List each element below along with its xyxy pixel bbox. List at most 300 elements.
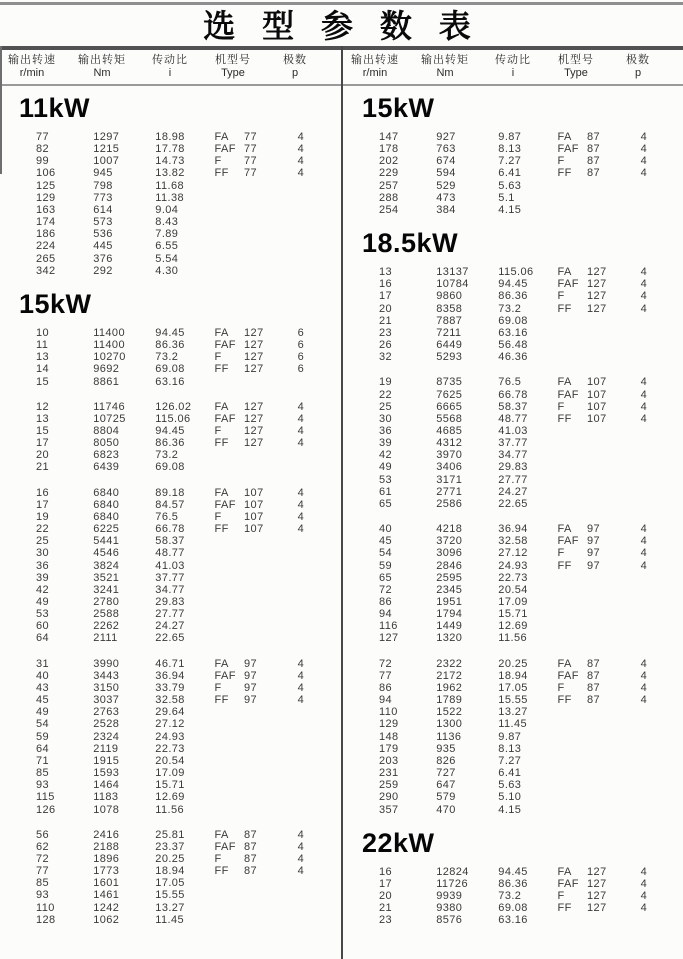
- cell-model-name: FA: [557, 865, 572, 878]
- section-title-11kW: 11kW: [19, 93, 91, 123]
- cell-model-name: F: [557, 290, 565, 303]
- cell-poles: [272, 902, 341, 914]
- cell-model-name: [557, 706, 587, 718]
- cell-speed: 65: [379, 497, 393, 510]
- cell-torque: 3171: [436, 473, 463, 486]
- cell-model-name: [557, 180, 587, 192]
- cell-poles: 4: [640, 559, 648, 572]
- cell-model-name: FA: [214, 657, 229, 670]
- cell-model-size: [587, 474, 615, 486]
- cell-speed: 16: [36, 486, 50, 499]
- cell-torque: 473: [436, 191, 456, 204]
- cell-torque: 1215: [93, 143, 120, 156]
- cell-ratio: 66.78: [498, 388, 528, 401]
- cell-ratio: 86.36: [155, 339, 185, 352]
- cell-model-size: [587, 596, 615, 608]
- cell-speed: 99: [36, 155, 50, 168]
- col-header-ratio: [140, 54, 200, 80]
- data-block: [36, 658, 341, 816]
- cell-torque: 674: [436, 155, 456, 168]
- table-row: [36, 596, 341, 608]
- cell-ratio: 41.03: [155, 559, 185, 572]
- table-row: [36, 670, 341, 682]
- cell-model-size: [244, 779, 272, 791]
- cell-model-size: 97: [244, 694, 258, 707]
- cell-model-name: [214, 449, 244, 461]
- cell-model-size: [244, 767, 272, 779]
- table-row: [36, 731, 341, 743]
- data-block: [379, 266, 683, 363]
- cell-model-size: 107: [244, 523, 264, 536]
- table-row: [36, 804, 341, 816]
- cell-model-name: [557, 315, 587, 327]
- cell-poles: [615, 315, 683, 327]
- cell-torque: 1297: [93, 131, 120, 143]
- cell-speed: 65: [379, 571, 393, 584]
- cell-speed: 22: [379, 388, 393, 401]
- table-row: [36, 449, 341, 461]
- cell-torque: 12824: [436, 865, 469, 878]
- table-row: [36, 706, 341, 718]
- data-block: [379, 376, 683, 510]
- cell-poles: [272, 560, 341, 572]
- data-block: [36, 131, 341, 277]
- table-row: [379, 131, 683, 143]
- cell-model-size: [244, 877, 272, 889]
- cell-speed: 40: [379, 523, 393, 536]
- table-row: [36, 914, 341, 926]
- data-block: [379, 131, 683, 216]
- cell-torque: 927: [436, 131, 456, 143]
- cell-model-size: [587, 461, 615, 473]
- table-row: [379, 523, 683, 535]
- cell-ratio: 20.54: [498, 583, 528, 596]
- cell-speed: 53: [36, 608, 50, 621]
- table-row: [379, 278, 683, 290]
- cell-model-size: [244, 204, 272, 216]
- data-block: [36, 327, 341, 388]
- cell-poles: 4: [640, 155, 648, 168]
- cell-torque: 6225: [93, 523, 120, 536]
- table-row: [36, 865, 341, 877]
- cell-poles: [272, 731, 341, 743]
- cell-speed: 15: [36, 424, 50, 437]
- table-row: [36, 351, 341, 363]
- cell-model-name: [214, 902, 244, 914]
- cell-poles: [615, 486, 683, 498]
- cell-model-name: [557, 437, 587, 449]
- table-row: [36, 363, 341, 375]
- cell-poles: 4: [640, 131, 648, 143]
- cell-torque: 529: [436, 179, 456, 192]
- cell-model-size: [587, 351, 615, 363]
- cell-poles: [272, 228, 341, 240]
- cell-speed: 179: [379, 742, 399, 755]
- table-row: [379, 339, 683, 351]
- cell-model-size: 107: [587, 400, 607, 413]
- header-label-unit: Nm: [436, 67, 454, 79]
- cell-ratio: 24.27: [498, 485, 528, 498]
- cell-speed: 259: [379, 779, 399, 792]
- cell-ratio: 73.2: [155, 351, 179, 364]
- table-row: [36, 511, 341, 523]
- cell-model-name: [557, 449, 587, 461]
- cell-torque: 773: [93, 191, 113, 204]
- table-row: [379, 376, 683, 388]
- cell-model-name: [214, 706, 244, 718]
- table-row: [36, 155, 341, 167]
- cell-poles: [272, 620, 341, 632]
- cell-model-name: [557, 767, 587, 779]
- header-label-zh: 机型号: [558, 54, 594, 66]
- table-row: [36, 240, 341, 252]
- cell-ratio: 4.30: [155, 264, 179, 277]
- cell-model-name: FA: [557, 657, 572, 670]
- cell-model-name: FAF: [214, 339, 236, 352]
- cell-torque: 4685: [436, 424, 463, 437]
- header-label-unit: r/min: [362, 67, 388, 79]
- header-label-zh: 传动比: [495, 54, 531, 66]
- cell-model-name: [214, 584, 244, 596]
- cell-model-name: [557, 596, 587, 608]
- cell-model-name: FAF: [214, 143, 236, 156]
- cell-model-size: [244, 192, 272, 204]
- cell-torque: 3521: [93, 571, 120, 584]
- cell-torque: 2188: [93, 840, 120, 853]
- cell-ratio: 24.93: [498, 559, 528, 572]
- cell-torque: 1601: [93, 877, 120, 890]
- table-row: [379, 572, 683, 584]
- cell-model-name: [557, 755, 587, 767]
- cell-torque: 1300: [436, 718, 463, 731]
- cell-model-name: FF: [214, 437, 229, 450]
- cell-poles: [272, 779, 341, 791]
- cell-model-size: [244, 889, 272, 901]
- cell-model-name: [557, 192, 587, 204]
- cell-model-size: [244, 216, 272, 228]
- cell-poles: [272, 706, 341, 718]
- table-row: [36, 204, 341, 216]
- cell-poles: [615, 767, 683, 779]
- cell-poles: 4: [640, 865, 648, 878]
- cell-model-size: [244, 743, 272, 755]
- cell-ratio: 27.77: [498, 473, 528, 486]
- table-row: [379, 315, 683, 327]
- cell-model-name: F: [214, 852, 222, 865]
- cell-poles: 4: [640, 388, 648, 401]
- cell-speed: 17: [36, 437, 50, 450]
- cell-ratio: 36.94: [155, 669, 185, 682]
- cell-speed: 21: [36, 461, 50, 474]
- cell-speed: 71: [36, 754, 50, 767]
- cell-speed: 64: [36, 742, 50, 755]
- cell-poles: [272, 449, 341, 461]
- cell-ratio: 14.73: [155, 155, 185, 168]
- cell-model-name: F: [214, 424, 222, 437]
- cell-speed: 72: [379, 657, 393, 670]
- cell-speed: 129: [379, 718, 399, 731]
- cell-poles: 4: [297, 681, 305, 694]
- cell-model-size: [244, 535, 272, 547]
- cell-poles: [272, 914, 341, 926]
- cell-model-name: FF: [557, 167, 572, 180]
- table-row: [36, 401, 341, 413]
- cell-model-name: [214, 192, 244, 204]
- cell-torque: 1773: [93, 865, 120, 878]
- cell-ratio: 63.16: [498, 914, 528, 927]
- data-block: [36, 401, 341, 474]
- cell-speed: 203: [379, 754, 399, 767]
- cell-model-name: FAF: [557, 877, 579, 890]
- cell-ratio: 22.73: [155, 742, 185, 755]
- cell-model-name: FA: [214, 486, 229, 499]
- cell-poles: 4: [640, 278, 648, 291]
- cell-speed: 125: [36, 179, 56, 192]
- cell-poles: 4: [297, 498, 305, 511]
- cell-speed: 59: [36, 730, 50, 743]
- cell-speed: 15: [36, 375, 50, 388]
- cell-poles: [272, 240, 341, 252]
- cell-poles: [615, 180, 683, 192]
- col-header-model-type: [200, 54, 266, 80]
- cell-model-name: [557, 486, 587, 498]
- cell-speed: 148: [379, 730, 399, 743]
- table-row: [36, 584, 341, 596]
- cell-model-name: FA: [214, 326, 229, 339]
- cell-model-size: [244, 461, 272, 473]
- cell-ratio: 76.5: [498, 376, 522, 389]
- cell-model-size: 127: [244, 326, 264, 339]
- cell-model-size: [587, 706, 615, 718]
- cell-ratio: 37.77: [155, 571, 185, 584]
- cell-speed: 62: [36, 840, 50, 853]
- cell-model-name: F: [557, 400, 565, 413]
- cell-speed: 94: [379, 608, 393, 621]
- table-row: [36, 620, 341, 632]
- cell-ratio: 13.27: [155, 901, 185, 914]
- cell-poles: [615, 351, 683, 363]
- header-label-zh: 输出转矩: [78, 54, 126, 66]
- cell-torque: 1896: [93, 852, 120, 865]
- cell-speed: 86: [379, 596, 393, 608]
- cell-ratio: 69.08: [498, 902, 528, 915]
- cell-speed: 49: [36, 596, 50, 608]
- cell-ratio: 9.04: [155, 203, 179, 216]
- cell-poles: [272, 180, 341, 192]
- cell-model-size: 87: [587, 143, 601, 156]
- cell-model-name: [557, 572, 587, 584]
- cell-torque: 4546: [93, 547, 120, 560]
- cell-model-name: FF: [557, 694, 572, 707]
- cell-model-name: [214, 253, 244, 265]
- table-row: [36, 327, 341, 339]
- table-row: [379, 866, 683, 878]
- cell-model-size: [244, 632, 272, 644]
- cell-model-name: FA: [214, 400, 229, 413]
- cell-speed: 115: [36, 791, 55, 804]
- cell-ratio: 15.55: [498, 694, 528, 707]
- cell-speed: 16: [379, 278, 393, 291]
- cell-model-name: F: [557, 155, 565, 168]
- cell-poles: [272, 804, 341, 816]
- cell-ratio: 4.15: [498, 803, 522, 816]
- cell-speed: 17: [379, 877, 393, 890]
- cell-poles: 4: [640, 657, 648, 670]
- cell-model-size: [587, 204, 615, 216]
- cell-speed: 30: [36, 547, 50, 560]
- cell-poles: 4: [297, 523, 305, 536]
- cell-torque: 1062: [93, 913, 120, 926]
- cell-poles: 4: [297, 155, 305, 168]
- cell-speed: 40: [36, 669, 50, 682]
- cell-speed: 21: [379, 314, 393, 327]
- cell-model-size: 87: [587, 681, 601, 694]
- cell-poles: [272, 547, 341, 559]
- cell-speed: 288: [379, 191, 399, 204]
- table-row: [379, 143, 683, 155]
- table-row: [379, 155, 683, 167]
- cell-poles: [272, 889, 341, 901]
- cell-model-size: 87: [244, 852, 258, 865]
- cell-speed: 85: [36, 877, 50, 890]
- cell-ratio: 29.83: [498, 461, 528, 474]
- cell-poles: 6: [297, 326, 305, 339]
- table-row: [379, 167, 683, 179]
- cell-torque: 579: [436, 791, 456, 804]
- table-row: [36, 413, 341, 425]
- cell-ratio: 73.2: [498, 302, 522, 315]
- cell-model-name: [214, 572, 244, 584]
- col-header-poles-right: [609, 54, 667, 80]
- cell-poles: 4: [297, 424, 305, 437]
- cell-torque: 9939: [436, 889, 463, 902]
- cell-poles: 4: [640, 547, 648, 560]
- cell-ratio: 32.58: [155, 694, 185, 707]
- cell-speed: 20: [379, 302, 393, 315]
- cell-poles: 6: [297, 351, 305, 364]
- cell-poles: 4: [297, 167, 305, 180]
- cell-model-size: [587, 632, 615, 644]
- cell-speed: 186: [36, 228, 56, 241]
- cell-torque: 6840: [93, 486, 120, 499]
- cell-ratio: 15.71: [498, 608, 528, 621]
- cell-model-name: FF: [557, 412, 572, 425]
- cell-model-size: 127: [587, 266, 607, 279]
- cell-ratio: 6.41: [498, 767, 522, 780]
- table-row: [36, 779, 341, 791]
- header-label-unit: Nm: [93, 67, 111, 79]
- cell-torque: 1242: [93, 901, 120, 914]
- cell-torque: 1593: [93, 767, 120, 780]
- table-row: [379, 743, 683, 755]
- cell-poles: 4: [297, 437, 305, 450]
- table-row: [36, 376, 341, 388]
- cell-model-size: [244, 376, 272, 388]
- cell-ratio: 17.09: [155, 767, 185, 780]
- cell-speed: 72: [379, 583, 393, 596]
- cell-ratio: 84.57: [155, 498, 185, 511]
- cell-model-name: [214, 216, 244, 228]
- cell-speed: 86: [379, 681, 393, 694]
- cell-model-size: 97: [244, 669, 258, 682]
- cell-ratio: 9.87: [498, 730, 522, 743]
- cell-ratio: 86.36: [498, 877, 528, 890]
- table-row: [379, 620, 683, 632]
- cell-poles: 6: [297, 339, 305, 352]
- cell-poles: [615, 461, 683, 473]
- cell-ratio: 8.13: [498, 143, 522, 156]
- cell-torque: 1449: [436, 620, 463, 633]
- cell-torque: 1794: [436, 608, 463, 621]
- table-row: [379, 449, 683, 461]
- cell-model-size: 107: [244, 510, 264, 523]
- cell-ratio: 6.41: [498, 167, 522, 180]
- cell-model-name: [214, 596, 244, 608]
- cell-torque: 2416: [93, 828, 120, 841]
- header-label-unit: Type: [564, 67, 588, 79]
- cell-torque: 3443: [93, 669, 120, 682]
- cell-torque: 536: [93, 228, 113, 241]
- cell-model-size: 97: [244, 681, 258, 694]
- cell-model-size: 97: [587, 559, 601, 572]
- cell-poles: 6: [297, 363, 305, 376]
- cell-poles: [615, 204, 683, 216]
- cell-poles: [615, 498, 683, 510]
- cell-poles: [272, 376, 341, 388]
- cell-poles: [615, 449, 683, 461]
- cell-speed: 77: [36, 865, 50, 878]
- cell-ratio: 69.08: [498, 314, 528, 327]
- cell-ratio: 27.77: [155, 608, 185, 621]
- cell-ratio: 8.13: [498, 742, 522, 755]
- cell-poles: [272, 204, 341, 216]
- cell-torque: 1136: [436, 730, 462, 743]
- table-row: [379, 474, 683, 486]
- cell-torque: 2595: [436, 571, 463, 584]
- cell-model-size: 107: [244, 486, 264, 499]
- cell-ratio: 63.16: [498, 326, 528, 339]
- cell-poles: 4: [297, 486, 305, 499]
- cell-ratio: 126.02: [155, 400, 192, 413]
- table-row: [379, 779, 683, 791]
- table-row: [379, 658, 683, 670]
- cell-model-name: [557, 804, 587, 816]
- table-row: [36, 547, 341, 559]
- cell-poles: 4: [640, 669, 648, 682]
- cell-model-name: [214, 620, 244, 632]
- cell-speed: 110: [379, 706, 398, 719]
- table-row: [379, 632, 683, 644]
- cell-poles: 4: [297, 865, 305, 878]
- cell-model-name: FF: [557, 902, 572, 915]
- cell-torque: 4218: [436, 523, 463, 536]
- table-row: [379, 902, 683, 914]
- col-header-output-torque-right: [407, 54, 483, 80]
- cell-speed: 31: [36, 657, 50, 670]
- cell-ratio: 33.79: [155, 681, 185, 694]
- cell-torque: 11400: [93, 326, 125, 339]
- cell-ratio: 15.71: [155, 779, 185, 792]
- cell-torque: 7887: [436, 314, 463, 327]
- cell-torque: 2763: [93, 706, 120, 719]
- table-row: [36, 694, 341, 706]
- cell-model-name: [214, 889, 244, 901]
- table-row: [36, 535, 341, 547]
- cell-model-name: FF: [557, 559, 572, 572]
- cell-speed: 13: [36, 351, 50, 364]
- cell-ratio: 58.37: [155, 535, 185, 548]
- cell-poles: [615, 474, 683, 486]
